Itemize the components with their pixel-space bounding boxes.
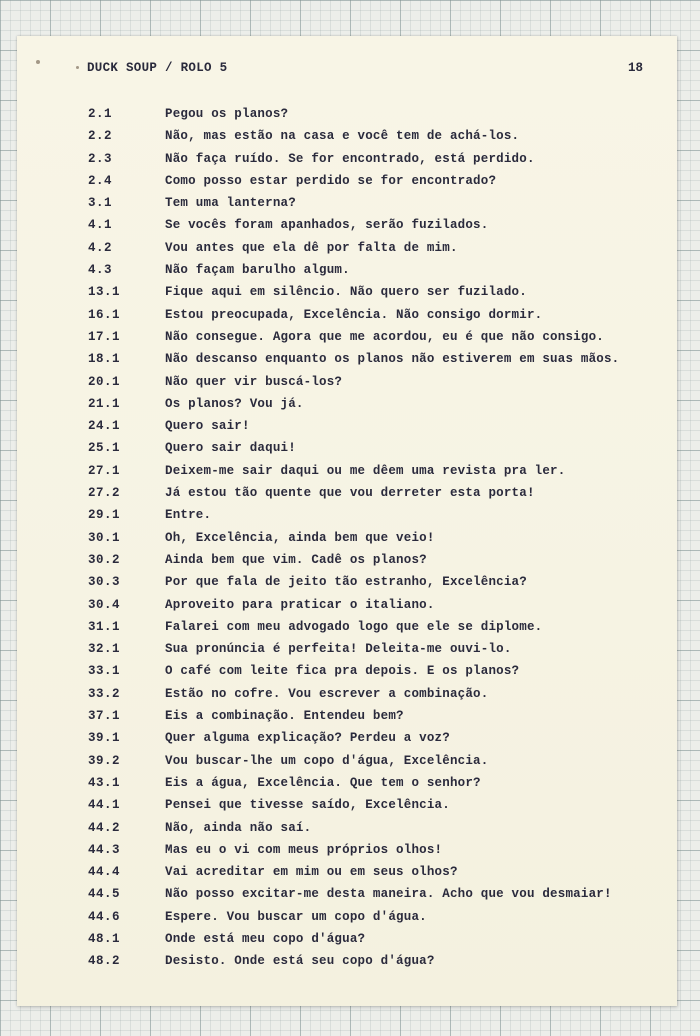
subtitle-number: 30.3	[88, 575, 121, 590]
subtitle-line	[17, 750, 677, 772]
subtitle-text: Pegou os planos?	[165, 107, 289, 121]
subtitle-text: Pensei que tivesse saído, Excelência.	[165, 798, 450, 813]
subtitle-line	[17, 125, 677, 147]
subtitle-text: Quer alguma explicação? Perdeu a voz?	[165, 731, 450, 746]
subtitle-number: 30.1	[88, 530, 121, 545]
subtitle-line	[17, 371, 677, 393]
subtitle-number: 33.2	[88, 686, 121, 701]
subtitle-number: 27.1	[88, 463, 121, 478]
subtitle-number: 39.1	[88, 731, 121, 746]
subtitle-text: O café com leite fica pra depois. E os planos?	[165, 664, 520, 679]
subtitle-text: Falarei com meu advogado logo que ele se diplome.	[165, 619, 543, 634]
subtitle-text: Não, ainda não saí.	[165, 820, 312, 835]
subtitle-text: Desisto. Onde está seu copo d'água?	[165, 954, 435, 969]
subtitle-line	[17, 437, 677, 459]
subtitle-text: Se vocês foram apanhados, serão fuzilados.	[165, 218, 489, 233]
subtitle-text: Vou buscar-lhe um copo d'água, Excelência.	[165, 753, 489, 768]
subtitle-text: Vou antes que ela dê por falta de mim.	[165, 240, 458, 255]
subtitle-number: 20.1	[88, 374, 121, 389]
subtitle-number: 44.6	[88, 909, 121, 924]
subtitle-number: 30.2	[88, 552, 121, 567]
subtitle-line	[17, 326, 677, 348]
subtitle-text: Onde está meu copo d'água?	[165, 931, 366, 946]
subtitle-line	[17, 638, 677, 660]
subtitle-number: 4.3	[88, 263, 113, 278]
subtitle-text: Não posso excitar-me desta maneira. Acho que vou desmaiar!	[165, 887, 612, 902]
subtitle-line	[17, 683, 677, 705]
subtitle-text: Eis a combinação. Entendeu bem?	[165, 709, 404, 724]
subtitle-line	[17, 705, 677, 727]
subtitle-line	[17, 393, 677, 415]
subtitle-text: Não façam barulho algum.	[165, 263, 350, 278]
subtitle-line	[17, 861, 677, 883]
subtitle-text: Não faça ruído. Se for encontrado, está perdido.	[165, 151, 535, 166]
subtitle-number: 4.1	[88, 218, 113, 233]
subtitle-text: Quero sair daqui!	[165, 441, 296, 456]
subtitle-text: Vai acreditar em mim ou em seus olhos?	[165, 865, 458, 880]
page-number: 18	[627, 61, 643, 75]
subtitle-number: 17.1	[88, 329, 121, 344]
subtitle-number: 44.5	[88, 887, 121, 902]
subtitle-line	[17, 304, 677, 326]
subtitle-number: 48.1	[88, 931, 121, 946]
subtitle-text: Não consegue. Agora que me acordou, eu é que não consigo.	[165, 329, 604, 344]
subtitle-number: 13.1	[88, 285, 121, 300]
subtitle-number: 2.2	[88, 129, 113, 144]
subtitle-line	[17, 817, 677, 839]
subtitle-text: Como posso estar perdido se for encontrado?	[165, 173, 497, 188]
subtitle-line	[17, 883, 677, 905]
subtitle-text: Já estou tão quente que vou derreter esta porta!	[165, 486, 535, 501]
subtitle-line	[17, 594, 677, 616]
punch-mark	[36, 60, 40, 64]
subtitle-text: Aproveito para praticar o italiano.	[165, 597, 435, 612]
subtitle-number: 2.3	[88, 151, 113, 166]
subtitle-line	[17, 170, 677, 192]
subtitle-number: 3.1	[88, 196, 113, 211]
subtitle-number: 44.2	[88, 820, 121, 835]
subtitle-number: 44.1	[88, 798, 121, 813]
subtitle-text: Estou preocupada, Excelência. Não consigo dormir.	[165, 307, 543, 322]
subtitle-number: 44.3	[88, 842, 121, 857]
subtitle-text: Oh, Excelência, ainda bem que veio!	[165, 530, 435, 545]
subtitle-number: 2.1	[88, 107, 113, 121]
subtitle-line	[17, 928, 677, 950]
subtitle-number: 16.1	[88, 307, 121, 322]
subtitle-line	[17, 906, 677, 928]
subtitle-line	[17, 103, 677, 125]
subtitle-number: 4.2	[88, 240, 113, 255]
subtitle-line	[17, 549, 677, 571]
subtitle-number: 29.1	[88, 508, 121, 523]
subtitle-line	[17, 237, 677, 259]
subtitle-line	[17, 527, 677, 549]
subtitle-text: Por que fala de jeito tão estranho, Excelência?	[165, 575, 527, 590]
subtitle-text: Entre.	[165, 508, 212, 523]
subtitle-number: 30.4	[88, 597, 121, 612]
subtitle-number: 48.2	[88, 954, 121, 969]
subtitle-line	[17, 148, 677, 170]
subtitle-text: Os planos? Vou já.	[165, 396, 304, 411]
subtitle-text: Sua pronúncia é perfeita! Deleita-me ouvi-lo.	[165, 642, 512, 657]
subtitle-text: Eis a água, Excelência. Que tem o senhor?	[165, 775, 481, 790]
subtitle-line	[17, 616, 677, 638]
subtitle-number: 21.1	[88, 396, 121, 411]
punch-mark	[76, 66, 79, 69]
subtitle-line	[17, 281, 677, 303]
subtitle-line	[17, 839, 677, 861]
subtitle-text: Não quer vir buscá-los?	[165, 374, 343, 389]
subtitle-line	[17, 214, 677, 236]
subtitle-text: Não descanso enquanto os planos não estiverem em suas mãos.	[165, 352, 620, 367]
subtitle-number: 31.1	[88, 619, 121, 634]
subtitle-text: Não, mas estão na casa e você tem de achá-los.	[165, 129, 520, 144]
subtitle-text: Tem uma lanterna?	[165, 196, 296, 211]
subtitle-number: 27.2	[88, 486, 121, 501]
subtitle-text: Mas eu o vi com meus próprios olhos!	[165, 842, 443, 857]
typed-page	[17, 36, 677, 1006]
subtitle-line	[17, 460, 677, 482]
subtitle-number: 24.1	[88, 419, 121, 434]
subtitle-line	[17, 571, 677, 593]
subtitle-number: 43.1	[88, 775, 121, 790]
subtitle-line	[17, 950, 677, 972]
subtitle-line	[17, 504, 677, 526]
subtitle-number: 44.4	[88, 865, 121, 880]
subtitle-text: Fique aqui em silêncio. Não quero ser fuzilado.	[165, 285, 527, 300]
subtitle-number: 33.1	[88, 664, 121, 679]
subtitle-number: 32.1	[88, 642, 121, 657]
subtitle-text: Espere. Vou buscar um copo d'água.	[165, 909, 427, 924]
subtitle-number: 2.4	[88, 173, 113, 188]
subtitle-line	[17, 348, 677, 370]
subtitle-text: Deixem-me sair daqui ou me dêem uma revista pra ler.	[165, 463, 566, 478]
subtitle-line	[17, 794, 677, 816]
subtitle-number: 37.1	[88, 709, 121, 724]
subtitle-number: 39.2	[88, 753, 121, 768]
subtitle-line	[17, 259, 677, 281]
document-title: DUCK SOUP / ROLO 5	[87, 61, 228, 75]
subtitle-list	[17, 103, 677, 973]
subtitle-line	[17, 727, 677, 749]
subtitle-text: Ainda bem que vim. Cadê os planos?	[165, 552, 427, 567]
subtitle-text: Estão no cofre. Vou escrever a combinação.	[165, 686, 489, 701]
subtitle-number: 18.1	[88, 352, 121, 367]
subtitle-number: 25.1	[88, 441, 121, 456]
subtitle-line	[17, 192, 677, 214]
subtitle-line	[17, 415, 677, 437]
subtitle-line	[17, 772, 677, 794]
subtitle-text: Quero sair!	[165, 419, 250, 434]
subtitle-line	[17, 660, 677, 682]
subtitle-line	[17, 482, 677, 504]
